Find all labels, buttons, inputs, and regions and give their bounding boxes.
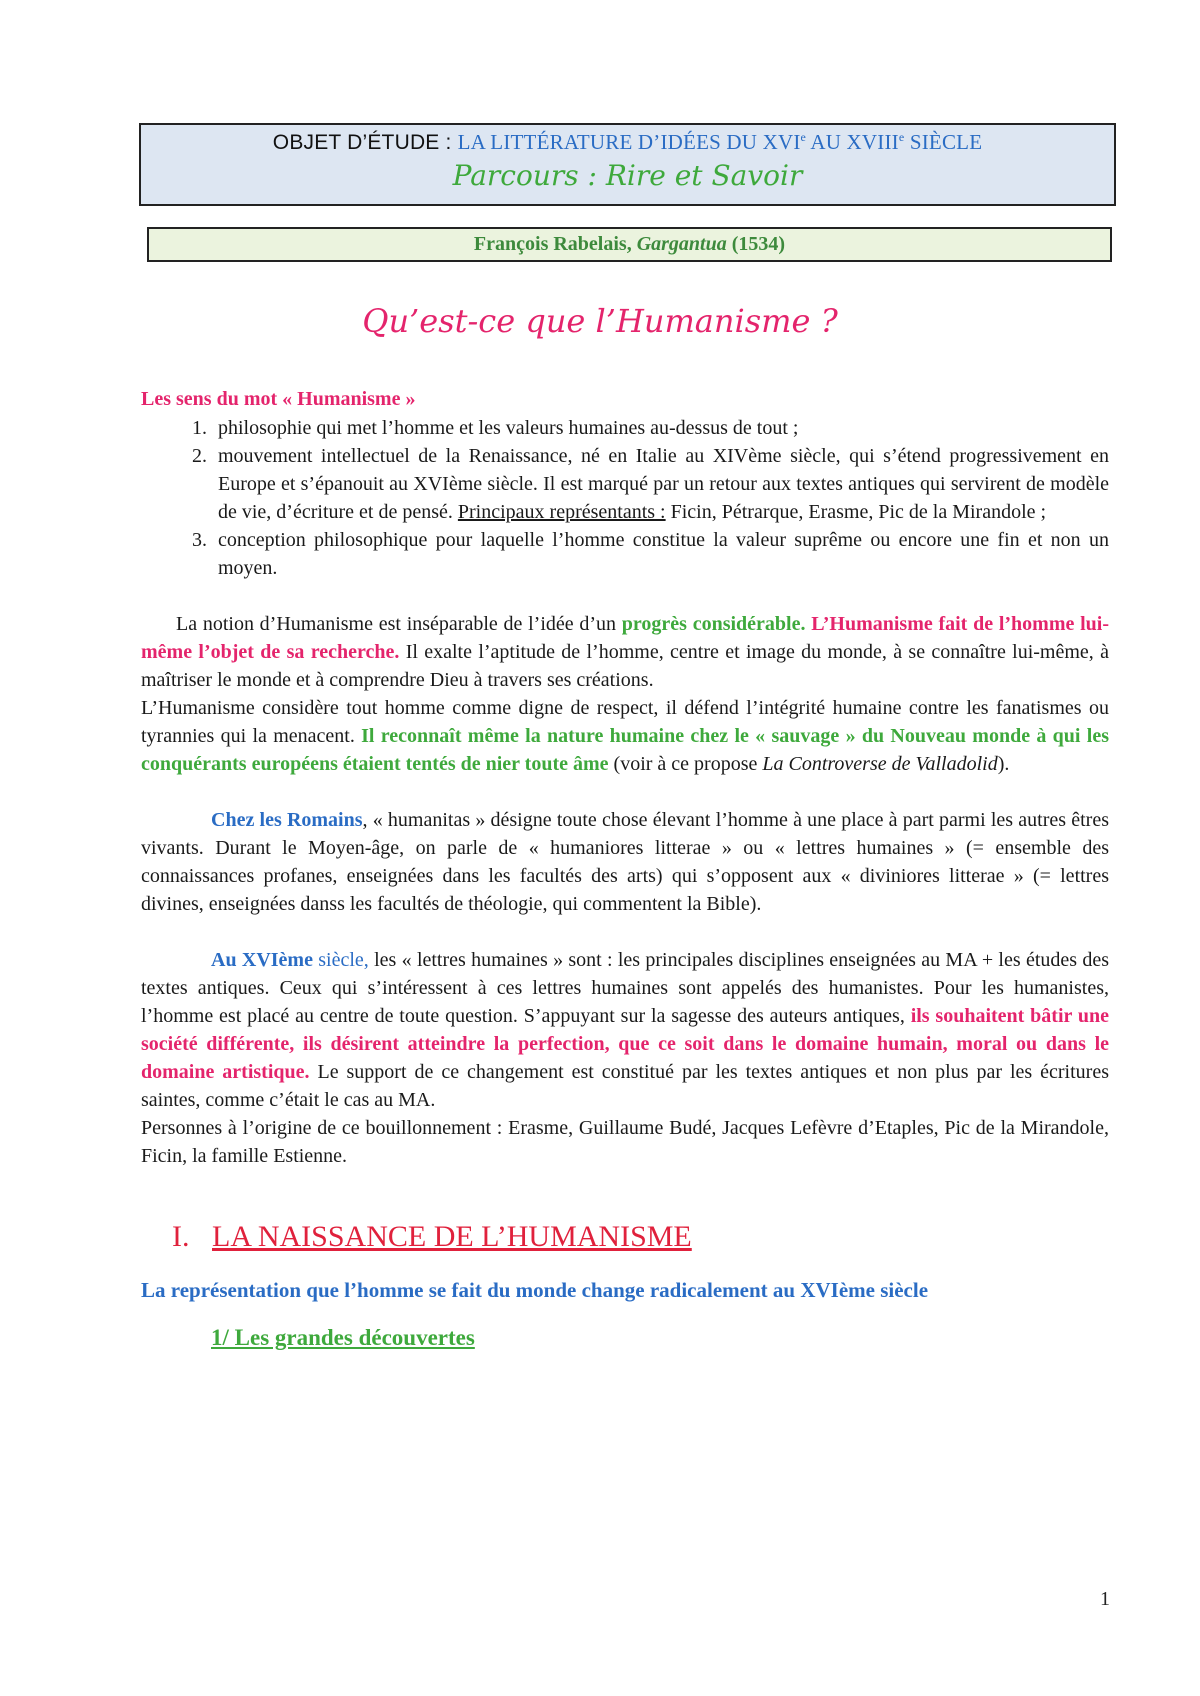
sens-heading: Les sens du mot « Humanisme » [141, 388, 416, 410]
list-item: 3. conception philosophique pour laquelle l’homme constitue la valeur suprême ou encore une fin et non un moyen. [212, 526, 1109, 582]
sens-list [141, 414, 1109, 582]
page-number: 1 [1100, 1588, 1110, 1610]
paragraph-personnes: Personnes à l’origine de ce bouillonnement : Erasme, Guillaume Budé, Jacques Lefèvre d’Etaples, Pic de la Mirandole, Ficin, la famille Estienne. [141, 1117, 1109, 1167]
list-item: 1. philosophie qui met l’homme et les valeurs humaines au-dessus de tout ; [212, 414, 1109, 442]
document-body [141, 385, 1109, 1352]
subheading: La représentation que l’homme se fait du monde change radicalement au XVIème siècle [141, 1278, 929, 1302]
parcours-title: Parcours : Rire et Savoir [452, 159, 803, 192]
paragraph-notion: La notion d’Humanisme est inséparable de l’idée d’un progrès considérable. L’Humanisme fait de l’homme lui-même l’objet de sa recherche. Il exalte l’aptitude de l’homme, centre et image du monde, à se connaître lui-même, à maîtriser le monde et à comprendre Dieu à travers ses créations. [141, 613, 1109, 691]
work-reference: François Rabelais, Gargantua (1534) [147, 227, 1112, 262]
page-title: Qu’est-ce que l’Humanisme ? [362, 302, 838, 340]
paragraph-xvieme: Au XVIème siècle, les « lettres humaines » sont : les principales disciplines enseignées au MA + les études des textes antiques. Ceux qui s’intéressent à ces lettres humaines sont appelés des humanistes. Pour les humanistes, l’homme est placé au centre de toute question. S’appuyant sur la sagesse des auteurs antiques, ils souhaitent bâtir une société différente, ils désirent atteindre la perfection, que ce soit dans le domaine humain, moral ou dans le domaine artistique. Le support de ce changement est constitué par les textes antiques et non plus par les écritures saintes, comme c’était le cas au MA. [141, 949, 1110, 1111]
work-title: Gargantua [636, 233, 727, 255]
study-object-label: OBJET D’ÉTUDE : [272, 131, 458, 154]
subsection-heading: 1/ Les grandes découvertes [211, 1325, 475, 1350]
list-item: 2. mouvement intellectuel de la Renaissance, né en Italie au XIVème siècle, qui s’étend progressivement en Europe et s’épanouit au XVIème siècle. Il est marqué par un retour aux textes antiques qui servirent de modèle de vie, d’écriture et de pensé. Principaux représentants : Ficin, Pétrarque, Erasme, Pic de la Mirandole ; [212, 442, 1109, 526]
paragraph-romains: Chez les Romains, « humanitas » désigne toute chose élevant l’homme à une place à part parmi les autres êtres vivants. Durant le Moyen-âge, on parle de « humaniores litterae » ou « lettres humaines » (= ensemble des connaissances profanes, enseignées dans les facultés des arts) qui s’opposent aux « diviniores litterae » (= lettres divines, enseignées danss les facultés de théologie, qui commentent la Bible). [141, 809, 1109, 915]
study-object-header [139, 123, 1116, 206]
paragraph-respect: L’Humanisme considère tout homme comme digne de respect, il défend l’intégrité humaine contre les fanatismes ou tyrannies qui la menacent. Il reconnaît même la nature humaine chez le « sauvage » du Nouveau monde à qui les conquérants européens étaient tentés de nier toute âme (voir à ce propose La Controverse de Valladolid). [141, 697, 1109, 775]
study-object-value: LA LITTÉRATURE D’IDÉES DU XVIe AU XVIIIe SIÈCLE [457, 130, 983, 154]
study-object-line [141, 130, 1114, 155]
section-heading: I. LA NAISSANCE DE L’HUMANISME [172, 1220, 692, 1253]
